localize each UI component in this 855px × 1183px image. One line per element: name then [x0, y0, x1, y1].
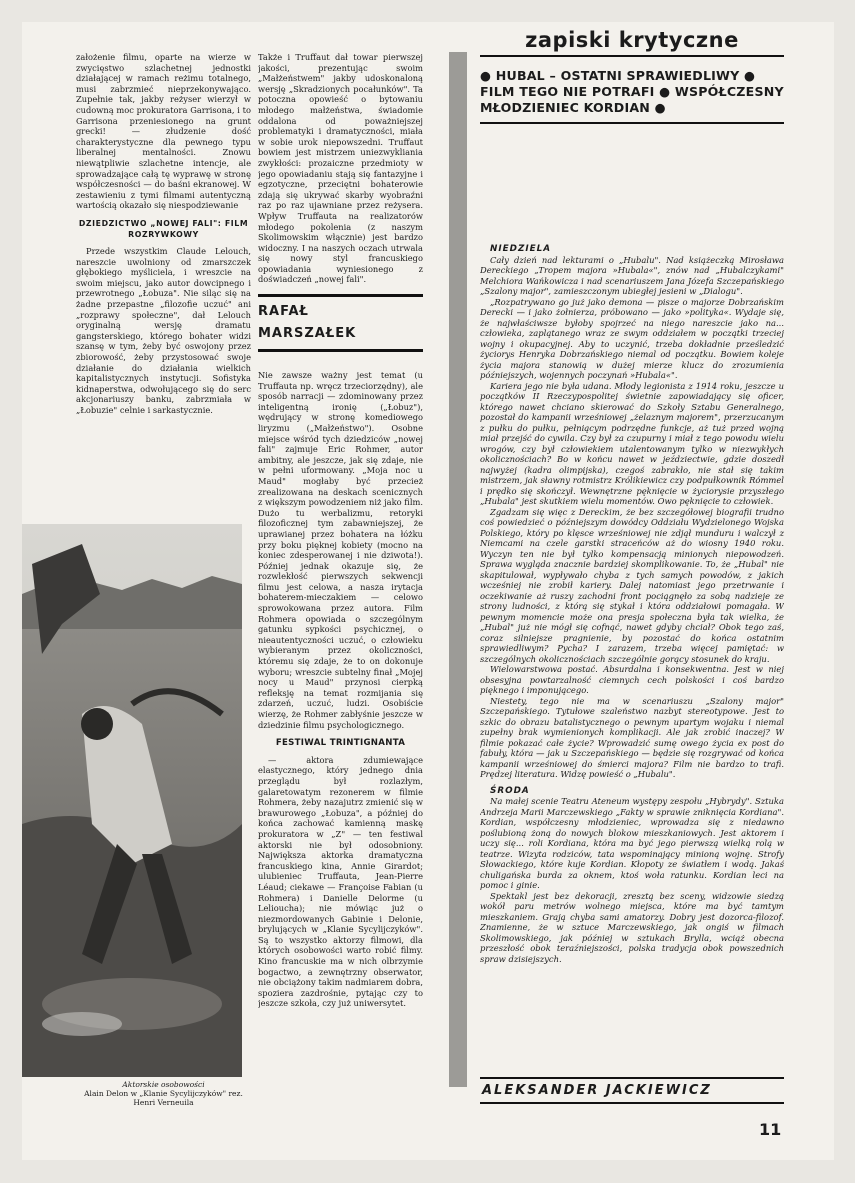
author-first-name: RAFAŁ — [258, 304, 309, 319]
paragraph-trintignant: — aktora zdumiewające elastycznego, który jednego dnia przeglądu był rozlazłym, galaretowatym rezonerem w filmie Rohmera, żeby nazajutrz zmienić się w brawurowego „Łobuza", a później do końca zachować kamienną maskę prokuratora w „Z" — ten festiwal aktorski nie był odosobniony. Największa aktorka dramatyczna francuskiego kina, Annie Girardot; ulubieniec Truffauta, Jean-Pierre Léaud; ciekawe — Françoise Fabian (u Rohmera) i Danielle Delorme (u Lelioucha); nie mówiąc już o niezmordowanych Gabinie i Delonie, brylujących w „Klanie Sycylijczyków". Są to wszystko aktorzy filmowi, dla których osobowości warto robić filmy. Kino francuskie ma w nich olbrzymie bogactwo, a zewnętrzny obserwator, nie obciążony takim nadmiarem dobra, spoziera zazdrośnie, pytając czy to jeszcze szkoła, czy już uniwersytet. — [258, 754, 423, 1009]
topics-headline: ● HUBAL – OSTATNI SPRAWIEDLIWY ● FILM TEGO NIE POTRAFI ● WSPÓŁCZESNY MŁODZIENIEC KORDIAN ● — [480, 68, 784, 115]
diary-paragraph: Wielowarstwowa postać. Absurdalna i konsekwentna. Jest w niej obsesyjna powtarzalność ciemnych cech polskości i coś bardzo pięknego i imponującego. — [480, 664, 784, 695]
diary-paragraph: Zgadzam się więc z Dereckim, że bez szczegółowej biografii trudno coś powiedzieć o późniejszym dowódcy Oddziału Wydzielonego Wojska Polskiego, który po klęsce wrześniowej nie zdjął munduru i walczył z Niemcami na czele garstki straceńców aż do wiosny 1940 roku. Wyczyn ten nie był tylko kompensacją minionych niepowodzeń. Sprawa wygląda znacznie bardziej skomplikowanie. To, że „Hubal" nie skapitulował, wypływało chyba z tych samych powodów, z jakich wcześniej nie zrobił kariery. Dalej natomiast jego przetrwanie i oczekiwanie aż ruszy zachodni front pociągnęło za sobą nadzieje ze strony ludności, z którą się stykał i która oddziałowi pomagała. W pewnym momencie może ona presja społeczna była tak wielka, że „Hubal" już nie mógł się cofnąć, nawet gdyby chciał? Obok tego zaś, coraz silniejsze pragnienie, by pozostać do końca ostatnim sprawiedliwym? Pycha? I zarazem, trzeba więcej pamiętać: w szczególnych okolicznościach szczególnie gorący stosunek do kraju. — [480, 506, 784, 664]
signature-rule-bottom — [480, 1102, 784, 1104]
paragraph-truffaut: Także i Truffaut dał towar pierwszej jakości, prezentując swoim „Małżeństwem" jakby udoskonaloną wersję „Skradzionych pocałunków". Ta potoczna opowieść o bytowaniu młodego małżeństwa, świadomie oddalona od poważniejszej problematyki i dramatyczności, miała w sobie urok niepowszedni. Truffaut bowiem jest mistrzem uniezwykliania zwykłości: prozaiczne przedmioty w jego opowiadaniu stają się fantazyjne i egzotyczne, przeciętni bohaterowie zdają się ukrywać skarby wyobraźni raz po raz ujawniane przez reżysera. Wpływ Truffauta na realizatorów młodego pokolenia (z naszym Skolimowskim włącznie) jest bardzo widoczny. I na naszych oczach utrwala się nowy styl francuskiego opowiadania wyniesionego z doświadczeń „nowej fali". — [258, 52, 423, 285]
diary-paragraph: Cały dzień nad lekturami o „Hubalu". Nad książeczką Mirosława Dereckiego „Tropem majora »Hubala«", znów nad „Hubalczykami" Melchiora Wańkowicza i nad scenariuszem Jana Józefa Szczepańskiego „Szalony major", zamieszczonym ubiegłej jesieni w „Dialogu". — [480, 254, 784, 296]
subheading-new-wave: DZIEDZICTWO „NOWEJ FALI": FILM ROZRYWKOWY — [78, 218, 249, 239]
column-3-diary-text — [480, 244, 784, 964]
byline-rule-bottom — [258, 349, 423, 352]
diary-paragraph: „Rozpatrywano go już jako demona — pisze o majorze Dobrzańskim Derecki — i jako żołnierza, próbowano — jako »polityka«. Wydaje się, że najwłaściwsze byłoby spojrzeć na niego nareszcie jako na... człowieka, zaplątanego wraz ze swym oddziałem w początki trzeciej wojny i okupacyjnej. Aby to uczynić, trzeba dokładnie prześledzić życiorys Henryka Dobrzańskiego niemal od początku. Bowiem koleje życia majora stanowią w dużej mierze klucz do zrozumienia późniejszych, wojennych poczynań »Hubala«". — [480, 296, 784, 380]
diary-paragraph: Na małej scenie Teatru Ateneum występy zespołu „Hybrydy". Sztuka Andrzeja Marii Marczewskiego „Fakty w sprawie zniknięcia Kordiana". Kordian, współczesny młodzieniec, wprowadza się z niedawno poślubioną żoną do nowych blokow mieszkaniowych. Jest aktorem i uczy się... roli Kordiana, która ma być jego pierwszą wielką rolą w teatrze. Wizyta rodziców, tata wspominający minioną wojnę. Strofy Słowackiego, które kuje Kordian. Kłopoty ze światłem i wodą. Jakaś chuligańska burda za oknem, ktoś woła ratunku. Kordian leci na pomoc i ginie. — [480, 796, 784, 890]
column-2-top-text — [258, 52, 423, 285]
author-last-name: MARSZAŁEK — [258, 326, 357, 341]
author-signature — [480, 1077, 784, 1104]
photo-caption — [76, 1080, 251, 1107]
paragraph-opening: założenie filmu, oparte na wierze w zwycięstwo szlachetnej jednostki działającej w ramach reżimu totalnego, musi zabrzmieć nieprzekonywająco. Zupełnie tak, jakby reżyser wierzył w cudowną moc prokuratora Garrisona, i to Garrisona przeniesionego na grunt grecki! — złudzenie dość charakterystyczne dla pewnego typu liberalnej mentalności. Znowu niewątpliwie szlachetne intencje, ale sprowadzające całą tę wyprawę w stronę współczesności — do baśni ekranowej. W zestawieniu z tymi filmami autentyczną wartością okazało się niespodziewanie — [76, 52, 251, 211]
caption-credit: Alain Delon w „Klanie Sycylijczyków" rez. Henri Verneuila — [84, 1089, 243, 1107]
paragraph-lelouch: Przede wszystkim Claude Lelouch, nareszcie uwolniony od zmarszczek głębokiego myśliciela, i wreszcie na swoim miejscu, jako autor dowcipnego i przewrotnego „Łobuza". Nie siląc się na żadne przepastne „filozofie uczuć" ani „rozprawy społeczne", dał Lelouch oryginalną wersję dramatu gangsterskiego, którego bohater widzi szansę w tym, żeby być oswojony przez zbiorowość, żeby przystosować swoje działanie do działania wielkich kapitalistycznych instytucji. Sofistyka kidnaperstwa, odwołującego się do serc akcjonariuszy banku, zabrzmiała w „Łobuzie" celnie i sarkastycznie. — [76, 246, 251, 415]
subheading-trintignant: FESTIWAL TRINTIGNANTA — [275, 738, 406, 749]
diary-paragraph: Spektakl jest bez dekoracji, zresztą bez sceny, widzowie siedzą wokół paru metrów wolnego miejsca, które ma być tamtym mieszkaniem. Grają chyba sami amatorzy. Dobry jest dozorca-filozof. Znamienne, że w sztuce Marczewskiego, jak ongiś w filmach Skolimowskiego, jak później w sztukach Brylla, wciąż obecna przeszłość obok teraźniejszości, polska tradycja obok powszednich spraw dzisiejszych. — [480, 890, 784, 964]
author-byline — [258, 294, 423, 352]
caption-title: Aktorskie osobowości — [122, 1080, 205, 1089]
column-1-text — [76, 52, 251, 416]
paragraph-rohmer: Nie zawsze ważny jest temat (u Truffauta np. wręcz trzeciorzędny), ale sposób narracji — zdominowany przez inteligentną ironię („Łobuz"), wędrujący w stronę komediowego liryzmu („Małżeństwo"). Osobne miejsce wśród tych dziedziców „nowej fali" zajmuje Eric Rohmer, autor ambitny, ale jeszcze, jak się zdaje, nie w pełni uformowany. „Moja noc u Maud" mogłaby być przecież zrealizowana na deskach scenicznych z większym powodzeniem niż jako film. Dużo tu werbalizmu, retoryki filozoficznej tym zabawniejszej, że uprawianej przez bohatera na łóżku przy boku pięknej kobiety (mocno na koniec zdesperowanej i nie dziwota!). Później jednak okazuje się, że rozwlekłość pierwszych sekwencji filmu jest celowa, a nasza irytacja bohaterem-mieczakiem — celowo sprowokowana przez autora. Film Rohmera opowiada o szczególnym gatunku sypkości psychicznej, o nieautentyczności uczuć, o człowieku wybieranym przez okoliczności, któremu się zdaje, że to on dokonuje wyboru; wreszcie subtelny finał „Mojej nocy u Maud" przynosi cierpką refleksję na temat rozmijania się zdarzeń, uczuć, ludzi. Osobiście wierzę, że Rohmer zabłyśnie jeszcze w dziedzinie filmu psychologicznego. — [258, 370, 423, 730]
title-rule — [480, 55, 784, 57]
section-title: zapiski krytyczne — [525, 28, 739, 52]
column-divider-band — [449, 52, 467, 1087]
signature-name: ALEKSANDER JACKIEWICZ — [482, 1083, 712, 1098]
diary-paragraph: Niestety, tego nie ma w scenariuszu „Szalony major" Szczepańskiego. Tytułowe szaleństwo nazbyt stereotypowe. Jest to szkic do obrazu batalistycznego o pewnym upartym wojaku i niemal zupełny brak wymienionych komplikacji. Ale jak zrobić inaczej? W filmie pokazać całe życie? Wprowadzić sumę owego życia ex post do fabuły, która — jak u Szczepańskiego — będzie się rozgrywać od końca kampanii wrześniowej do śmierci majora? Film nie bardzo to trafi. Prędzej literatura. Widzę powieść o „Hubalu". — [480, 695, 784, 779]
day-heading-wednesday: ŚRODA — [490, 785, 530, 796]
author-name — [258, 297, 423, 349]
photo-illustration — [22, 524, 242, 1077]
column-2-middle-text — [258, 370, 423, 1009]
diary-paragraph: Kariera jego nie była udana. Młody legionista z 1914 roku, jeszcze u początków II Rzeczypospolitej świetnie zapowiadający się oficer, którego nawet chciano skierować do Szkoły Sztabu Generalnego, pozostał do kampanii wrześniowej „żelaznym majorem", przerzucanym z pułku do pułku, pełniącym podrzędne funkcje, aż tuż przed wojną miał przejść do cywila. Czy był za czupurny i miał z tego powodu wielu wrogów, czy był człowiekiem utalentowanym tylko w niezwykłych okolicznościach? Bo w końcu nawet w jeździectwie, gdzie doszedł najwyżej (kadra olimpijska), czegoś zabrakło, nie stał się takim mistrzem, jak sławny rotmistrz Królikiewicz czy podpułkownik Rómmel i prędko się skończył. Wewnętrzne pęknięcie w życiorysie przyszłego „Hubala" jest skutkiem wielu momentów. Owo pęknięcie to człowiek. — [480, 380, 784, 506]
film-still-photo — [22, 524, 242, 1077]
topics-rule — [480, 122, 784, 124]
magazine-page — [22, 22, 834, 1160]
day-heading-sunday: NIEDZIELA — [490, 244, 552, 254]
page-number: 11 — [759, 1120, 782, 1139]
